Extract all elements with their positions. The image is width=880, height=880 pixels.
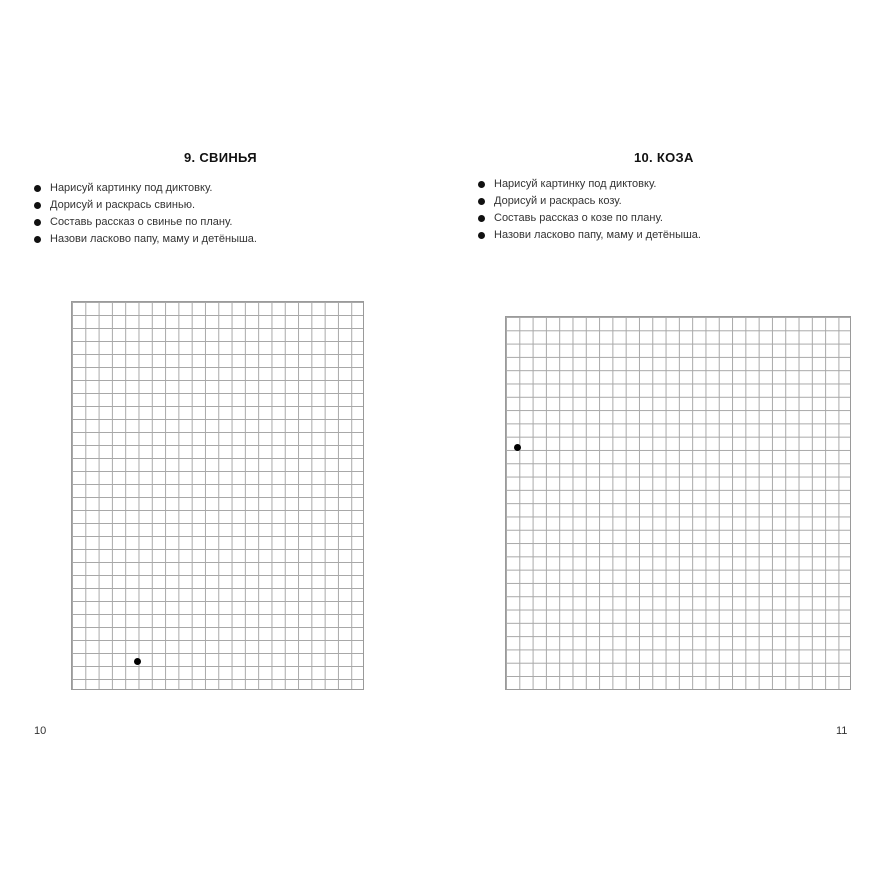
start-point-dot [514, 444, 521, 451]
drawing-grid [71, 301, 364, 690]
task-item [34, 197, 257, 214]
drawing-grid [505, 316, 851, 690]
start-point-dot [134, 658, 141, 665]
page-number: 11 [836, 725, 848, 737]
task-text: Составь рассказ о свинье по плану. [50, 216, 233, 228]
task-text: Дорисуй и раскрась свинью. [50, 199, 196, 211]
task-item [478, 193, 701, 210]
task-text: Назови ласково папу, маму и детёныша. [50, 233, 257, 245]
task-list [478, 176, 701, 244]
task-list [34, 180, 257, 248]
task-item [478, 227, 701, 244]
task-text: Дорисуй и раскрась козу. [494, 195, 622, 207]
bullet-icon [34, 185, 41, 192]
task-item [34, 214, 257, 231]
exercise-title: 10. КОЗА [634, 150, 694, 165]
task-text: Составь рассказ о козе по плану. [494, 212, 663, 224]
bullet-icon [478, 198, 485, 205]
exercise-title: 9. СВИНЬЯ [184, 150, 257, 165]
bullet-icon [34, 202, 41, 209]
task-text: Назови ласково папу, маму и детёныша. [494, 229, 701, 241]
task-item [34, 180, 257, 197]
task-item [478, 176, 701, 193]
bullet-icon [478, 232, 485, 239]
task-text: Нарисуй картинку под диктовку. [494, 178, 657, 190]
bullet-icon [478, 181, 485, 188]
task-text: Нарисуй картинку под диктовку. [50, 182, 213, 194]
bullet-icon [34, 219, 41, 226]
task-item [478, 210, 701, 227]
bullet-icon [478, 215, 485, 222]
page-number: 10 [34, 725, 47, 737]
bullet-icon [34, 236, 41, 243]
right-page [440, 0, 880, 880]
task-item [34, 231, 257, 248]
